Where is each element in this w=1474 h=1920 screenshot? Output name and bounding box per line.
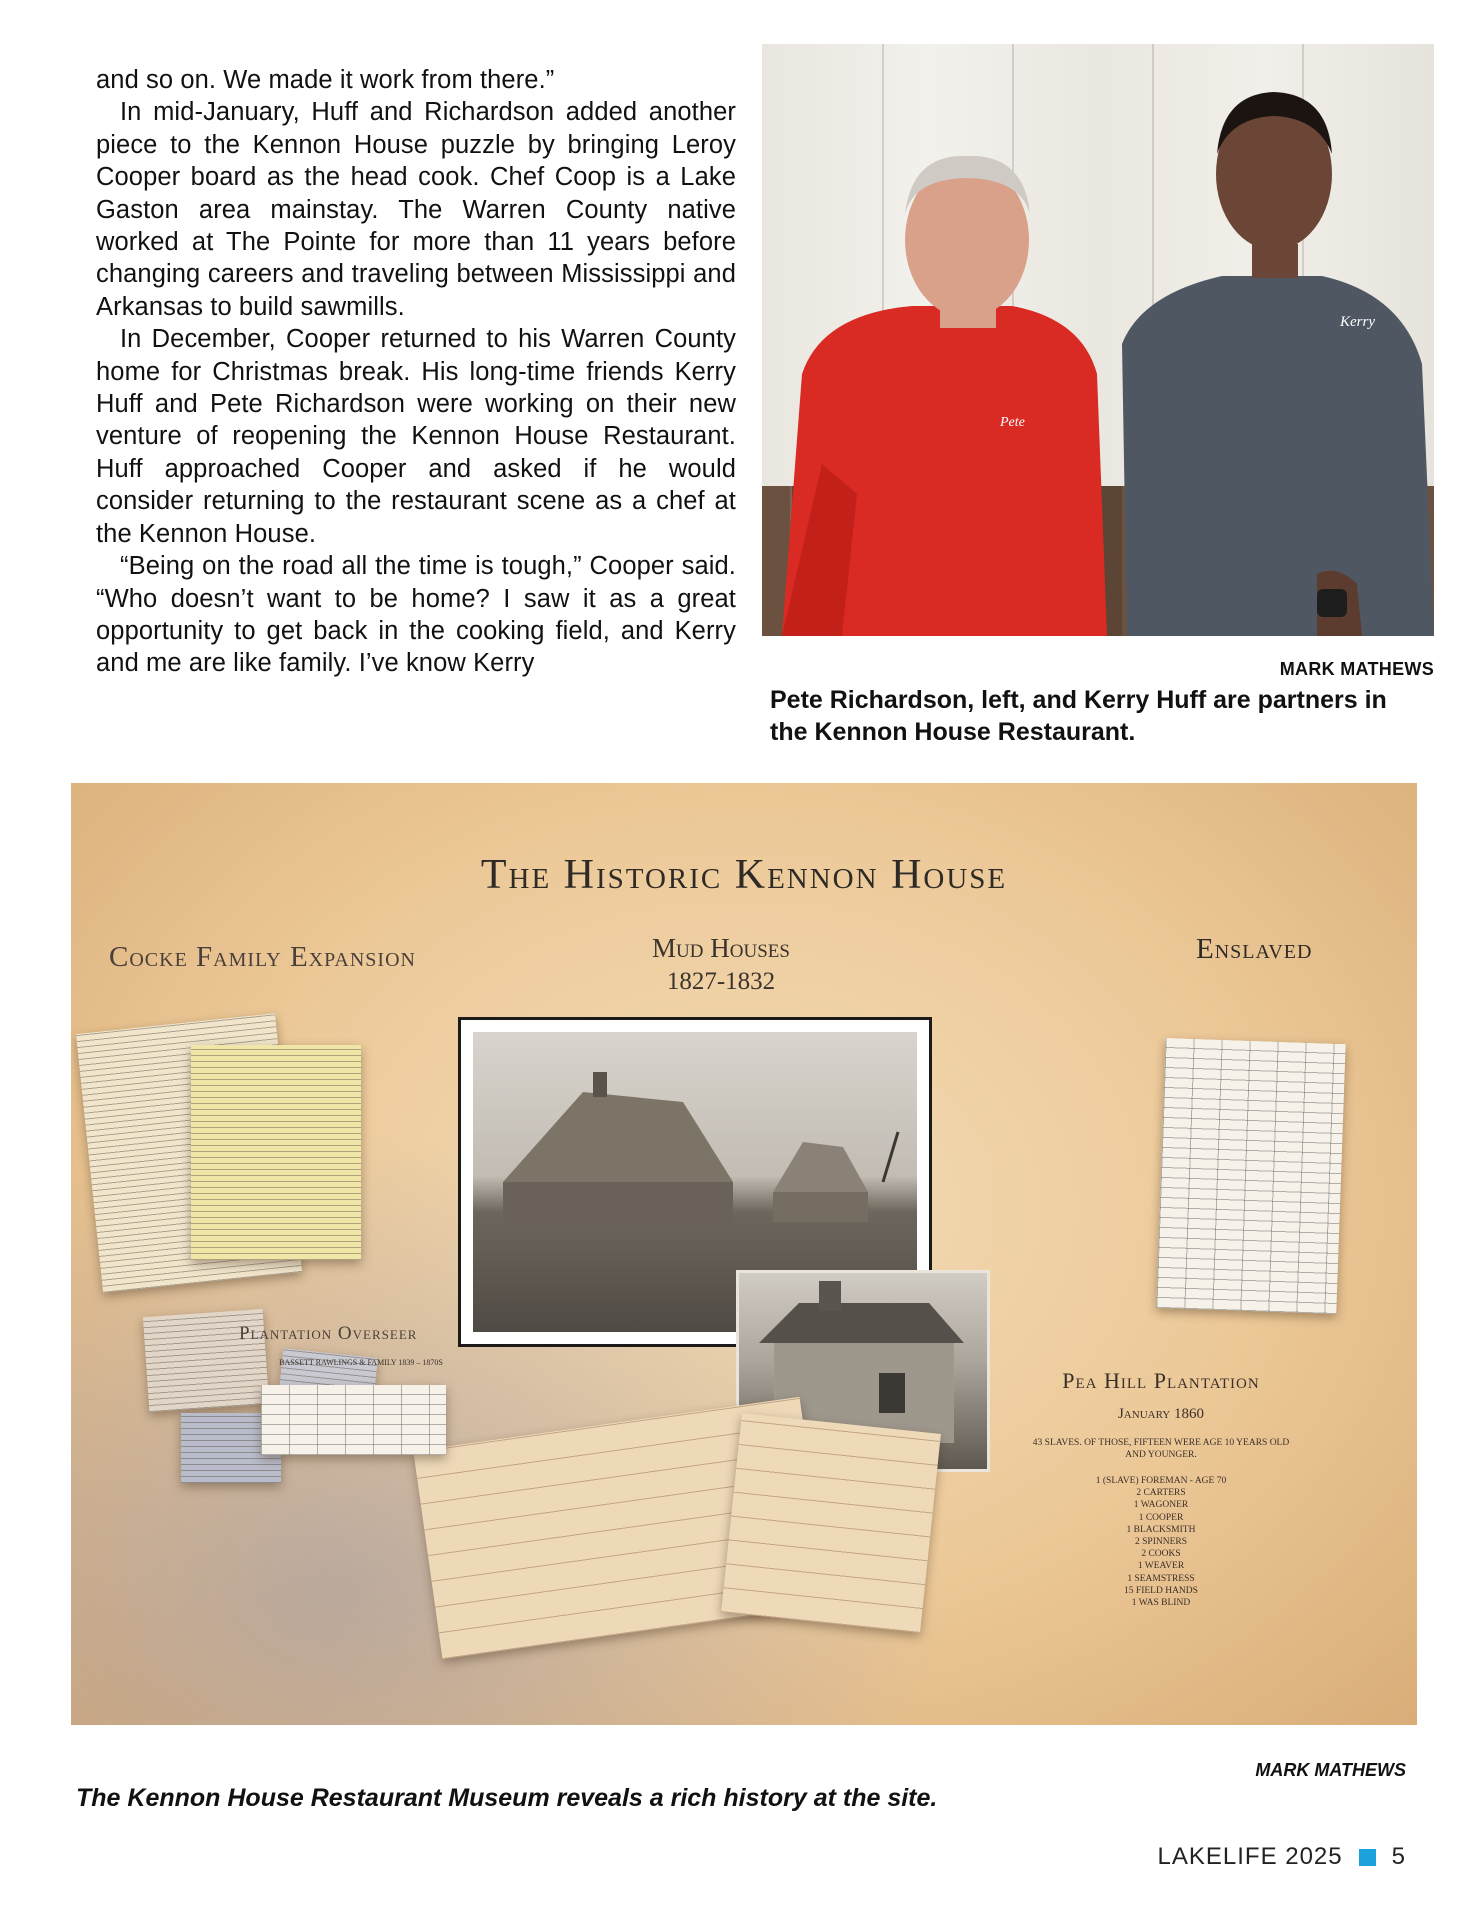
census-document <box>1156 1038 1345 1314</box>
shirt-name-right: Kerry <box>1340 314 1375 330</box>
list-item: 2 CARTERS <box>1136 1488 1186 1499</box>
photo-credit-bottom: MARK MATHEWS <box>1255 1760 1406 1780</box>
pea-hill-note: 43 SLAVES. OF THOSE, FIFTEEN WERE AGE 10 YEARS OLD AND YOUNGER. <box>1032 1438 1290 1460</box>
list-item: 1 WAGONER <box>1133 1500 1189 1511</box>
list-item: 1 BLACKSMITH <box>1126 1524 1196 1535</box>
partners-figures <box>762 44 1434 636</box>
museum-board-photo <box>71 783 1417 1725</box>
board-heading-overseer: Plantation Overseer <box>239 1323 418 1344</box>
partners-photo <box>762 44 1434 636</box>
article-paragraph: “Being on the road all the time is tough,” Cooper said. “Who doesn’t want to be home? I saw it as a great opportunity to get back in the cooking field, and Kerry and me are like family. I’ve know Kerry <box>96 552 736 678</box>
footer-square-icon <box>1359 1849 1376 1866</box>
list-item: 1 COOPER <box>1138 1512 1184 1523</box>
page-number: 5 <box>1391 1843 1406 1870</box>
article-paragraph: and so on. We made it work from there.” <box>96 66 555 94</box>
board-heading-center: Mud Houses <box>652 933 790 963</box>
board-heading-right: Enslaved <box>1196 933 1313 965</box>
board-center-years: 1827-1832 <box>666 968 776 995</box>
publication-name: LAKELIFE 2025 <box>1157 1843 1343 1870</box>
board-heading-left: Cocke Family Expansion <box>109 941 416 973</box>
photo-caption-top: Pete Richardson, left, and Kerry Huff are partners in the Kennon House Restaurant. <box>770 686 1387 746</box>
list-item: 1 WAS BLIND <box>1131 1598 1191 1609</box>
pea-hill-heading: Pea Hill Plantation <box>1062 1368 1260 1393</box>
handwritten-letter <box>721 1413 941 1633</box>
photo-caption-bottom: The Kennon House Restaurant Museum reveals a rich history at the site. <box>76 1784 938 1812</box>
list-item: 1 SEAMSTRESS <box>1127 1573 1195 1584</box>
overseer-ledger <box>261 1385 446 1455</box>
list-item: 2 COOKS <box>1141 1549 1181 1560</box>
board-title: The Historic Kennon House <box>480 852 1008 898</box>
list-item: 1 WEAVER <box>1137 1561 1185 1572</box>
photo-credit-top: MARK MATHEWS <box>1279 659 1434 679</box>
list-item: 1 (SLAVE) FOREMAN - AGE 70 <box>1095 1476 1227 1486</box>
overseer-subtitle: BASSETT RAWLINGS & FAMILY 1839 – 1870S <box>279 1358 443 1367</box>
shirt-name-left: Pete <box>1000 415 1025 430</box>
article-paragraph: In mid-January, Huff and Richardson added another piece to the Kennon House puzzle by bringing Leroy Cooper board as the head cook. Chef Coop is a Lake Gaston area mainstay. The Warren County native worked at The Pointe for more than 11 years before changing careers and traveling between Mississippi and Arkansas to build sawmills. <box>96 98 736 321</box>
list-item: 15 FIELD HANDS <box>1124 1585 1198 1596</box>
article-column <box>96 64 736 680</box>
article-paragraph: In December, Cooper returned to his Warren County home for Christmas break. His long-time friends Kerry Huff and Pete Richardson were working on their new venture of reopening the Kennon House Restaurant. Huff approached Cooper and asked if he would consider returning to the restaurant scene as a chef at the Kennon House. <box>96 325 736 548</box>
newspaper-clipping <box>191 1045 361 1260</box>
pea-hill-date: January 1860 <box>1117 1406 1205 1422</box>
page-footer <box>1158 1843 1406 1871</box>
list-item: 2 SPINNERS <box>1135 1537 1187 1548</box>
pea-hill-panel <box>1026 1368 1296 1609</box>
pea-hill-list <box>1026 1475 1296 1609</box>
